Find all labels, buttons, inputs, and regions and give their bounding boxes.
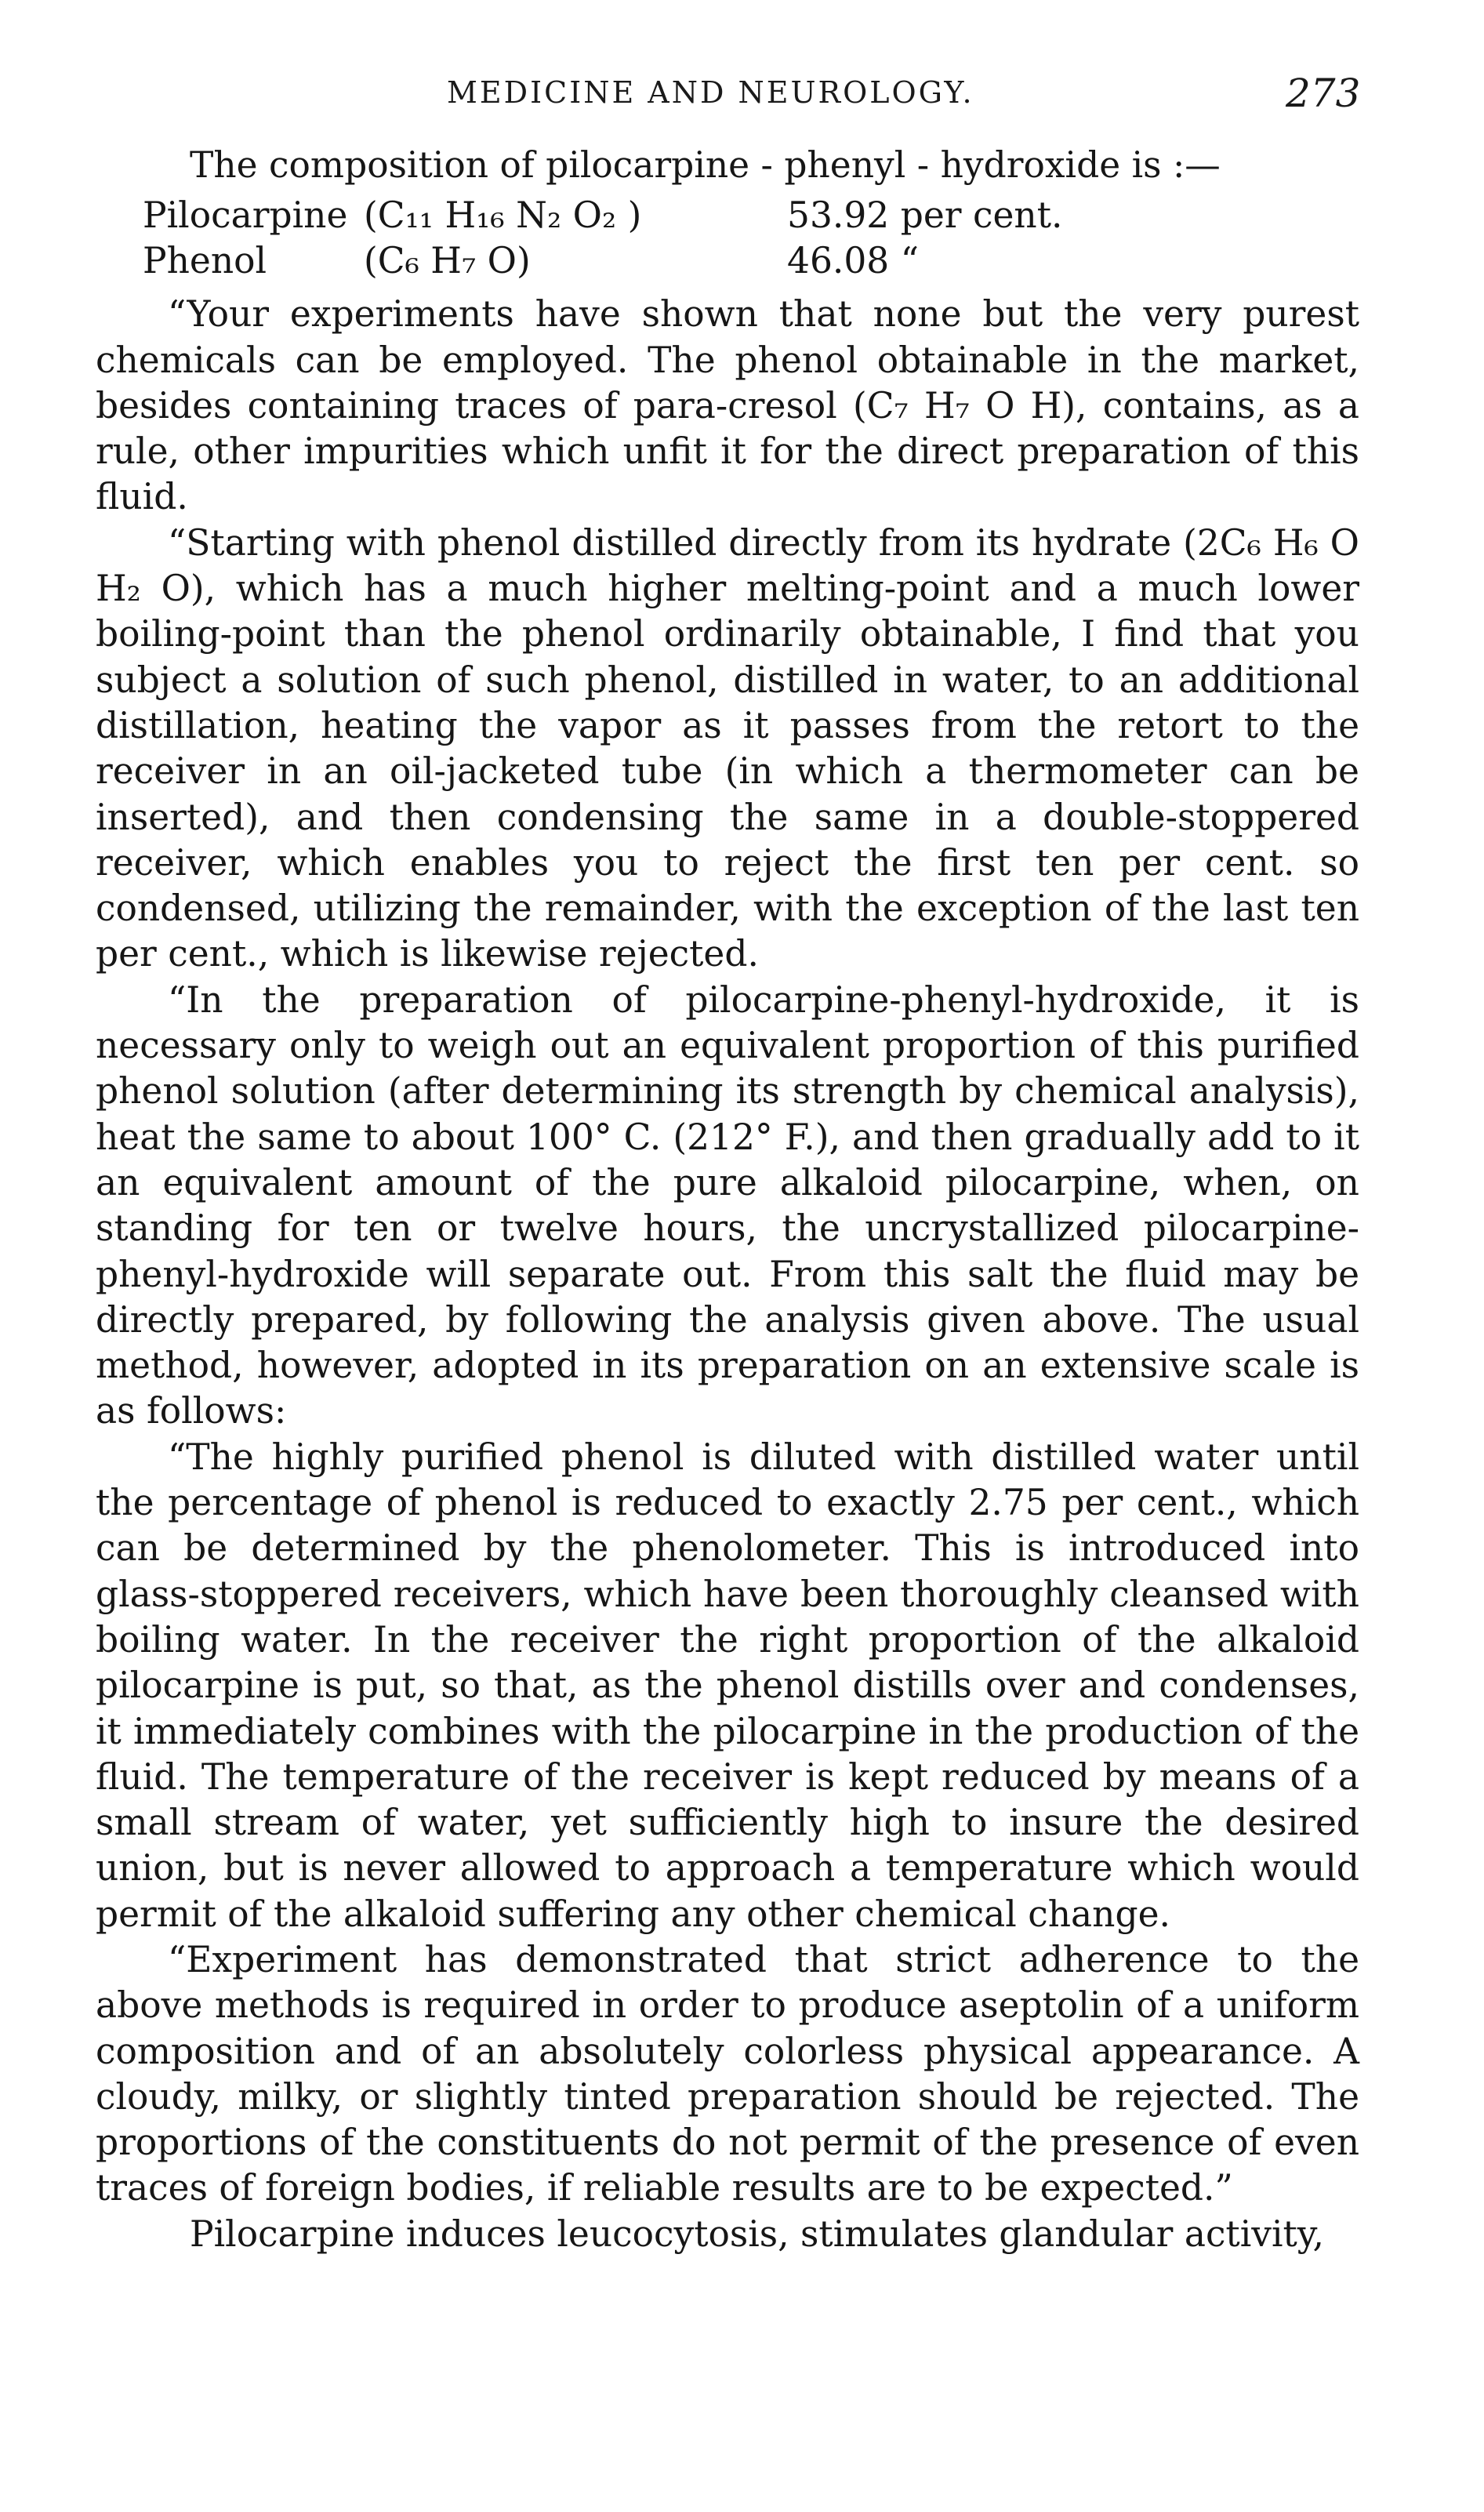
page-number: 273 — [1286, 71, 1361, 116]
paragraph: “Starting with phenol distilled directly from its hydrate (2C₆ H₆ O H₂ O), which has a much higher melting-point and a much lower boiling-point than the phenol ordinarily obtainable, I find that you subject a solution of such phenol, distilled in water, to an additional distillation, heating the vapor as it passes from the retort to the receiver in an oil-jacketed tube (in which a thermometer can be inserted), and then condensing the same in a double-stoppered receiver, which enables you to reject the first ten per cent. so condensed, utilizing the remainder, with the exception of the last ten per cent., which is likewise rejected. — [96, 521, 1359, 975]
composition-formula: (C₁₁ H₁₆ N₂ O₂ ) — [364, 194, 642, 237]
body-text — [96, 143, 1359, 2257]
composition-value: 53.92 per cent. — [787, 194, 1063, 237]
intro-line: The composition of pilocarpine - phenyl - hydroxide is :— — [190, 144, 1221, 186]
paragraph: “The highly purified phenol is diluted with distilled water until the percentage of phenol is reduced to exactly 2.75 per cent., which can be determined by the phenolometer. This is introduced into glass-stoppered receivers, which have been thoroughly cleansed with boiling water. In the receiver the right proportion of the alkaloid pilocarpine is put, so that, as the phenol distills over and condenses, it immediately combines with the pilocarpine in the production of the fluid. The temperature of the receiver is kept reduced by means of a small stream of water, yet sufficiently high to insure the desired union, but is never allowed to approach a temperature which would permit of the alkaloid suffering any other chemical change. — [96, 1436, 1359, 1935]
composition-row — [143, 238, 1062, 284]
composition-name: Pilocarpine — [143, 194, 348, 237]
composition-table — [143, 193, 1062, 284]
composition-formula: (C₆ H₇ O) — [364, 240, 531, 282]
composition-name: Phenol — [143, 240, 267, 282]
final-line: Pilocarpine induces leucocytosis, stimulates glandular activity, — [190, 2213, 1324, 2255]
paragraph: “Your experiments have shown that none but the very purest chemicals can be employed. The phenol obtainable in the market, besides containing traces of para-cresol (C₇ H₇ O H), contains, as a rule, other impurities which unfit it for the direct preparation of this fluid. — [96, 293, 1359, 518]
running-head: MEDICINE AND NEUROLOGY. — [447, 75, 974, 110]
paragraph: “In the preparation of pilocarpine-phenyl-hydroxide, it is necessary only to weigh out an equivalent proportion of this purified phenol solution (after determining its strength by chemical analysis), heat the same to about 100° C. (212° F.), and then gradually add to it an equivalent amount of the pure alkaloid pilocarpine, when, on standing for ten or twelve hours, the uncrystallized pilocarpine-phenyl-hydroxide will separate out. From this salt the fluid may be directly prepared, by following the analysis given above. The usual method, however, adopted in its preparation on an extensive scale is as follows: — [96, 978, 1359, 1432]
paragraph: “Experiment has demonstrated that strict adherence to the above methods is required in order to produce aseptolin of a uniform composition and of an absolutely colorless physical appearance. A cloudy, milky, or slightly tinted preparation should be rejected. The proportions of the constituents do not permit of the presence of even traces of foreign bodies, if reliable results are to be expected.” — [96, 1938, 1359, 2209]
composition-value: 46.08 “ — [787, 240, 919, 282]
composition-row — [143, 193, 1062, 238]
